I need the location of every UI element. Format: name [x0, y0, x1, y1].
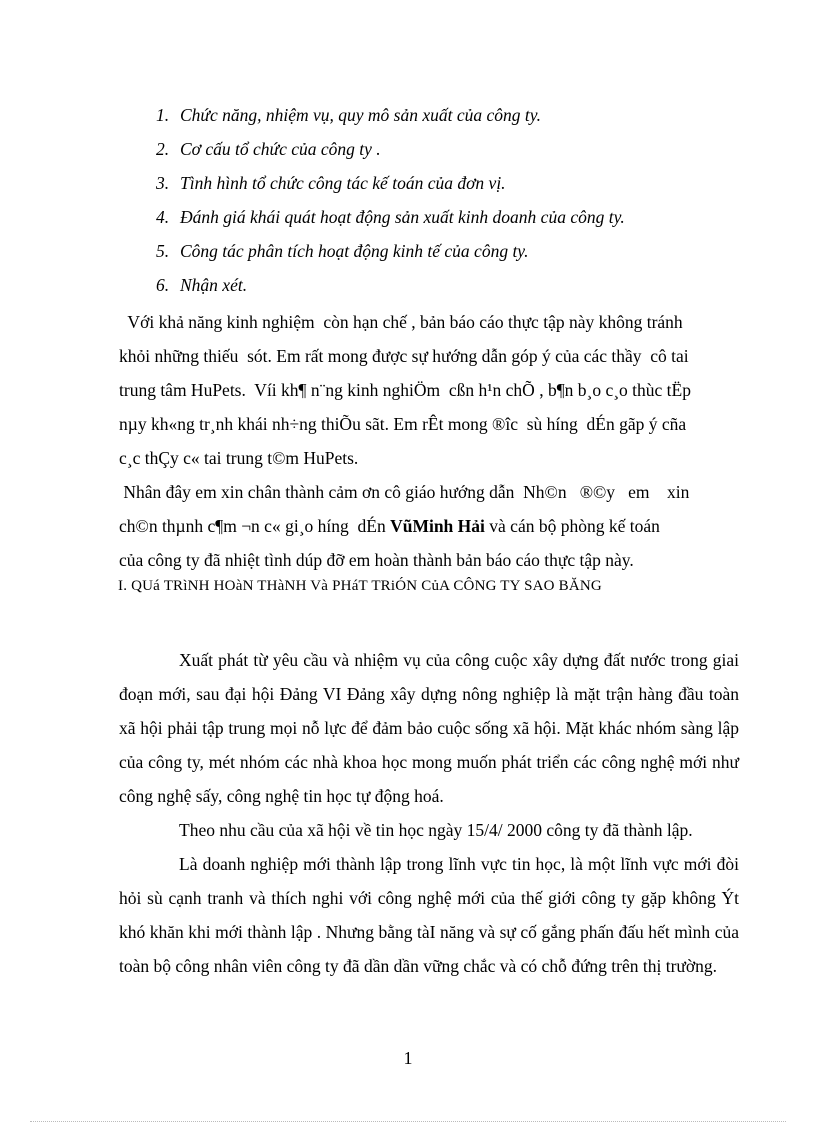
section-heading: I. QUá TRìNH HOàN THàNH Và PHáT TRiÓN CủA CÔNG TY SAO BĂNG: [118, 578, 602, 594]
intro-paragraph: [119, 305, 739, 577]
body-paragraph: Là doanh nghiệp mới thành lập trong lĩnh vực tin học, là một lĩnh vực mới đòi hỏi sù cạnh tranh và thích nghi với công nghệ mới của thế giới công ty gặp không Ýt khó khăn khi mới thành lập . Nhưng bằng tàI năng và sự cố gắng phấn đấu hết mình của toàn bộ công nhân viên công ty đã dần dần vững chắc và có chỗ đứng trên thị trường.: [119, 854, 739, 976]
intro-line-text: ch©n thµnh c¶m ¬n c« gi¸o híng dÉn: [119, 516, 391, 536]
intro-line-text: và cán bộ phòng kế toán: [484, 516, 660, 536]
list-item-number: 1.: [156, 105, 170, 125]
list-item-text: Công tác phân tích hoạt động kinh tế của công ty.: [180, 241, 529, 261]
list-item-text: Nhận xét.: [180, 275, 248, 295]
list-item-number: 4.: [156, 207, 170, 227]
list-item-text: Chức năng, nhiệm vụ, quy mô sản xuất của công ty.: [180, 105, 541, 125]
list-item-number: 3.: [156, 173, 170, 193]
intro-line: Nhân đây em xin chân thành cảm ơn cô giáo hướng dẫn Nh©n ®©y em xin: [119, 482, 690, 502]
body-paragraph: Theo nhu cầu của xã hội về tin học ngày 15/4/ 2000 công ty đã thành lập.: [179, 820, 693, 840]
intro-line: c¸c thÇy c« tai trung t©m HuPets.: [119, 448, 359, 468]
list-item: [156, 168, 625, 202]
section-body: [119, 643, 739, 983]
list-item-number: 5.: [156, 241, 170, 261]
body-paragraph: Xuất phát từ yêu cầu và nhiệm vụ của công cuộc xây dựng đất nước trong giai đoạn mới, sau đại hội Đảng VI Đảng xây dựng nông nghiệp là mặt trận hàng đầu toàn xã hội phải tập trung mọi nỗ lực để đảm bảo cuộc sống xã hội. Mặt khác nhóm sàng lập của công ty, mét nhóm các nhà khoa học mong muốn phát triển các công nghệ mới như công nghệ sấy, công nghệ tin học tự động hoá.: [119, 650, 739, 806]
page-border-divider: [30, 1121, 786, 1122]
advisor-name: VũMinh Hải: [390, 516, 485, 536]
list-item: [156, 236, 625, 270]
list-item-text: Cơ cấu tổ chức của công ty .: [180, 139, 381, 159]
list-item: [156, 202, 625, 236]
intro-line: [119, 509, 739, 543]
intro-line: Với khả năng kinh nghiệm còn hạn chế , bản báo cáo thực tập này không tránh: [119, 312, 683, 332]
list-item-text: Đánh giá khái quát hoạt động sản xuất kinh doanh của công ty.: [180, 207, 625, 227]
intro-line: khỏi những thiếu sót. Em rất mong được sự hướng dẫn góp ý của các thầy cô tai: [119, 346, 689, 366]
list-item-text: Tình hình tổ chức công tác kế toán của đơn vị.: [180, 173, 506, 193]
page-number: 1: [403, 1048, 413, 1068]
list-item: [156, 270, 625, 304]
intro-line: của công ty đã nhiệt tình dúp đỡ em hoàn thành bản báo cáo thực tập này.: [119, 550, 634, 570]
list-item: [156, 100, 625, 134]
intro-line: nµy kh«ng tr¸nh khái nh÷ng thiÕu sãt. Em rÊt mong ®îc sù híng dÉn gãp ý cña: [119, 414, 687, 434]
intro-line: trung tâm HuPets. Víi kh¶ n¨ng kinh nghiÖm cßn h¹n chÕ , b¶n b¸o c¸o thùc tËp: [119, 380, 691, 400]
list-item-number: 6.: [156, 275, 170, 295]
list-item: [156, 134, 625, 168]
list-item-number: 2.: [156, 139, 170, 159]
contents-list: [156, 100, 625, 304]
